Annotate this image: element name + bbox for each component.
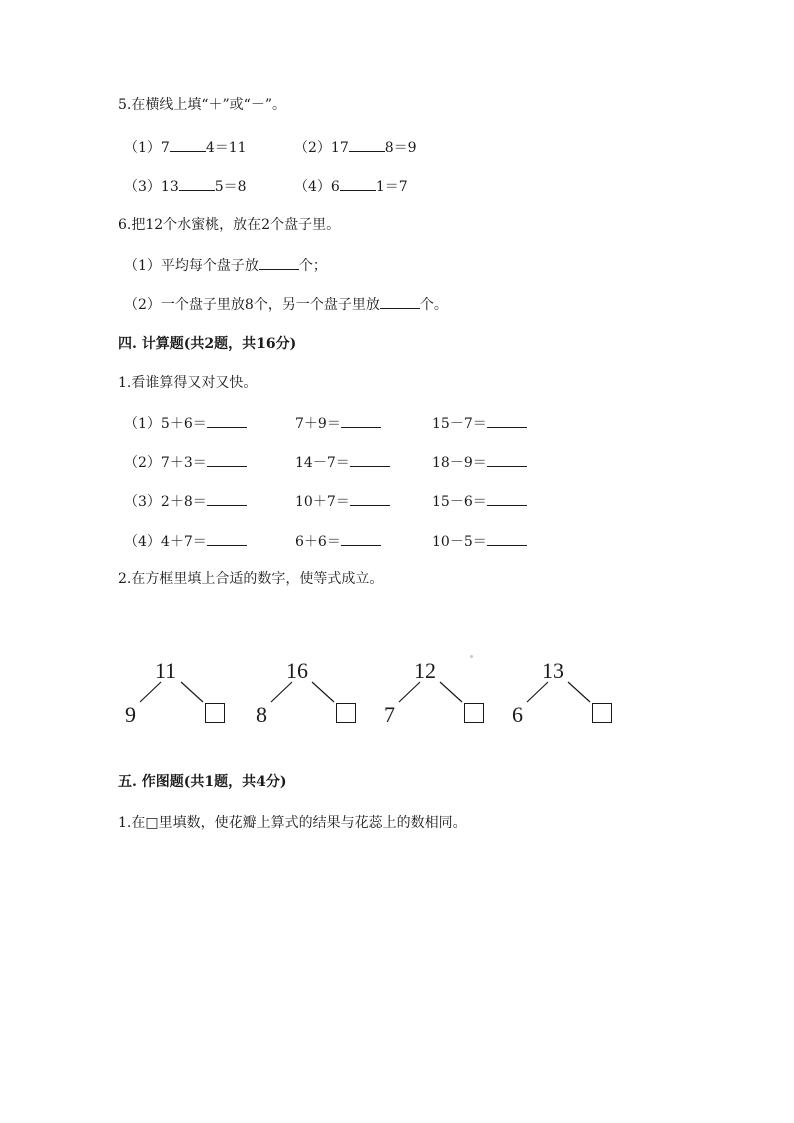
q5-item-4 xyxy=(294,177,408,196)
q6-part-1 xyxy=(124,256,327,275)
answer-blank[interactable] xyxy=(207,532,247,546)
bond-total: 13 xyxy=(542,658,564,683)
answer-blank[interactable] xyxy=(341,532,381,546)
calc-expression: 6＋6＝ xyxy=(295,534,341,550)
calc-expression: 15－7＝ xyxy=(432,416,487,432)
q5-item-4-post: 1＝7 xyxy=(375,179,408,195)
calc-item xyxy=(432,414,527,433)
q6-part-2-post: 个。 xyxy=(419,297,448,313)
number-bond-2 xyxy=(256,652,376,732)
scan-speck xyxy=(470,655,473,658)
q5-item-4-pre: （4）6 xyxy=(294,179,340,195)
section-4-heading: 四. 计算题(共2题，共16分) xyxy=(118,336,297,352)
q6-part-2 xyxy=(124,295,448,314)
calc-expression: （2）7＋3＝ xyxy=(124,455,207,471)
answer-blank[interactable] xyxy=(487,414,527,428)
calc-item xyxy=(124,414,247,433)
answer-box[interactable] xyxy=(205,703,225,723)
bond-lines xyxy=(384,652,504,732)
calc-expression: 10－5＝ xyxy=(432,534,487,550)
answer-box[interactable] xyxy=(464,703,484,723)
bond-total: 16 xyxy=(286,658,308,683)
section-5-heading: 五. 作图题(共1题，共4分) xyxy=(118,774,287,790)
bond-lines xyxy=(512,652,632,732)
calc-item xyxy=(432,453,527,472)
q5-item-2 xyxy=(294,138,417,157)
bond-part: 8 xyxy=(256,702,267,727)
answer-blank[interactable] xyxy=(350,453,390,467)
answer-blank[interactable] xyxy=(207,492,247,506)
bond-lines xyxy=(125,652,245,732)
calc-expression: 10＋7＝ xyxy=(295,494,350,510)
q6-part-1-pre: （1）平均每个盘子放 xyxy=(124,258,259,274)
answer-blank[interactable] xyxy=(207,453,247,467)
number-bond-4 xyxy=(512,652,632,732)
answer-blank[interactable] xyxy=(350,492,390,506)
bond-part: 7 xyxy=(384,702,395,727)
q6-title: 6.把12个水蜜桃，放在2个盘子里。 xyxy=(118,217,341,233)
section-4-q1-title: 1.看谁算得又对又快。 xyxy=(118,375,258,391)
number-bond-1 xyxy=(125,652,245,732)
bond-total: 12 xyxy=(414,658,436,683)
answer-blank[interactable] xyxy=(487,492,527,506)
calc-expression: （1）5＋6＝ xyxy=(124,416,207,432)
q5-item-1-post: 4＝11 xyxy=(205,140,247,156)
bond-part: 6 xyxy=(512,702,523,727)
section-5-q1-title: 1.在□里填数，使花瓣上算式的结果与花蕊上的数相同。 xyxy=(118,815,467,831)
q5-item-3-post: 5＝8 xyxy=(214,179,247,195)
answer-blank[interactable] xyxy=(341,414,381,428)
q5-item-1 xyxy=(124,138,247,157)
answer-blank[interactable] xyxy=(380,295,420,309)
number-bond-3 xyxy=(384,652,504,732)
answer-blank[interactable] xyxy=(487,453,527,467)
calc-item xyxy=(295,414,381,433)
answer-blank[interactable] xyxy=(207,414,247,428)
calc-expression: 15－6＝ xyxy=(432,494,487,510)
calc-item xyxy=(295,453,390,472)
section-4-q2-title: 2.在方框里填上合适的数字，使等式成立。 xyxy=(118,571,384,587)
q6-part-2-pre: （2）一个盘子里放8个，另一个盘子里放 xyxy=(124,297,380,313)
answer-box[interactable] xyxy=(592,703,612,723)
answer-blank[interactable] xyxy=(170,138,206,152)
q5-item-3-pre: （3）13 xyxy=(124,179,179,195)
calc-item xyxy=(124,453,247,472)
q5-item-2-pre: （2）17 xyxy=(294,140,349,156)
calc-item xyxy=(124,492,247,511)
answer-blank[interactable] xyxy=(179,177,215,191)
q5-item-1-pre: （1）7 xyxy=(124,140,170,156)
q6-part-1-post: 个； xyxy=(298,258,327,274)
calc-expression: 7＋9＝ xyxy=(295,416,341,432)
answer-blank[interactable] xyxy=(487,532,527,546)
answer-box[interactable] xyxy=(336,703,356,723)
calc-item xyxy=(432,492,527,511)
calc-expression: （3）2＋8＝ xyxy=(124,494,207,510)
bond-part: 9 xyxy=(125,702,136,727)
q5-item-3 xyxy=(124,177,247,196)
calc-expression: （4）4＋7＝ xyxy=(124,534,207,550)
answer-blank[interactable] xyxy=(259,256,299,270)
calc-item xyxy=(295,492,390,511)
bond-total: 11 xyxy=(155,658,177,683)
answer-blank[interactable] xyxy=(340,177,376,191)
calc-item xyxy=(432,532,527,551)
q5-item-2-post: 8＝9 xyxy=(384,140,417,156)
calc-item xyxy=(124,532,247,551)
calc-expression: 18－9＝ xyxy=(432,455,487,471)
q5-title: 5.在横线上填“＋”或“－”。 xyxy=(118,97,286,113)
bond-lines xyxy=(256,652,376,732)
calc-item xyxy=(295,532,381,551)
calc-expression: 14－7＝ xyxy=(295,455,350,471)
answer-blank[interactable] xyxy=(349,138,385,152)
